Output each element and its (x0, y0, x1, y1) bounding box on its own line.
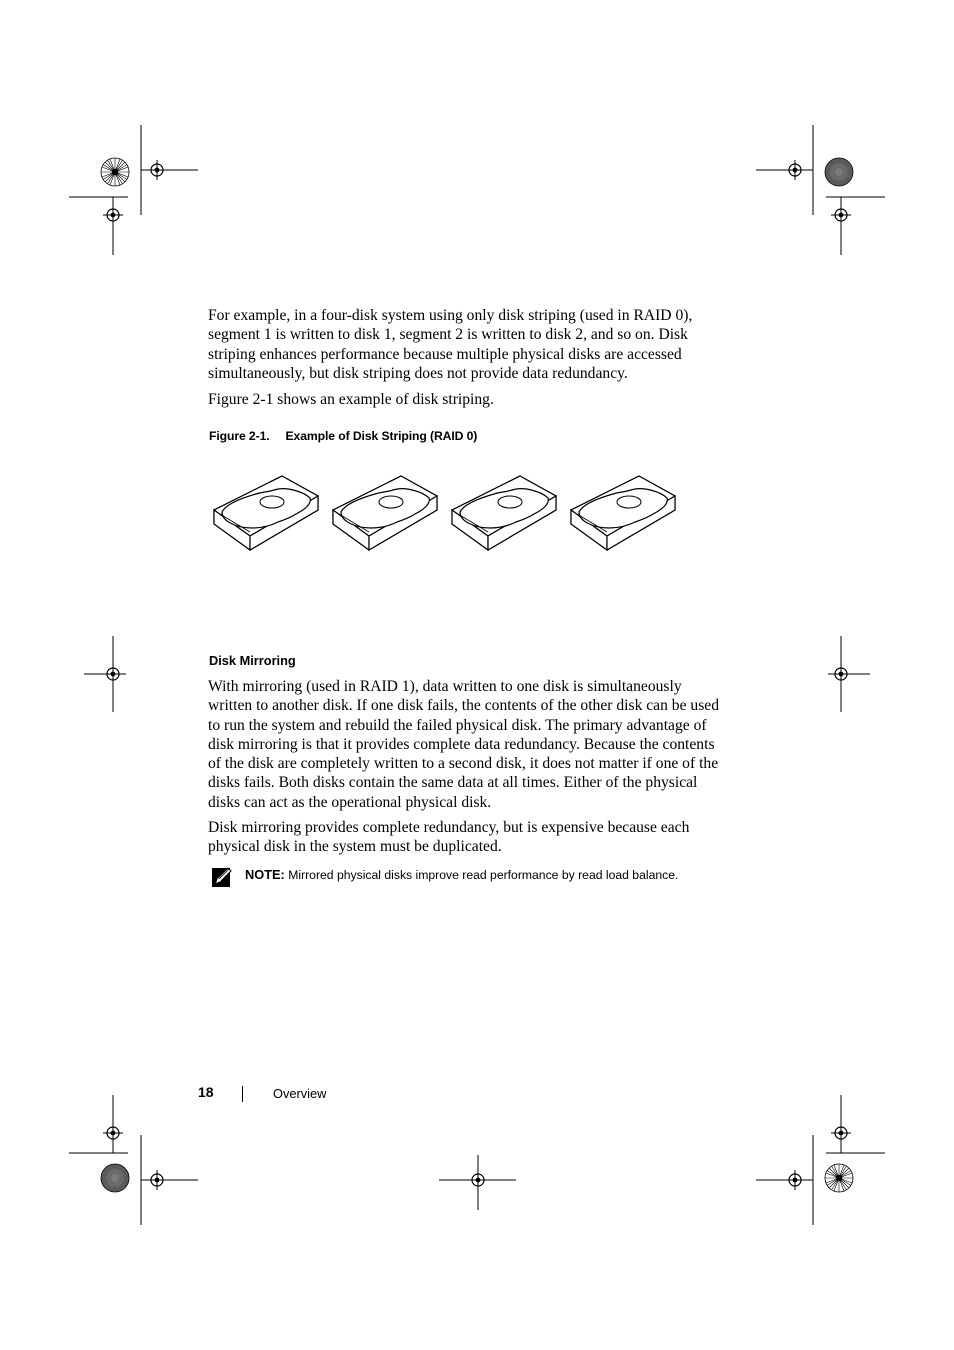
footer-section-name: Overview (273, 1086, 327, 1101)
figure-caption (209, 429, 477, 443)
disk-drive-2 (331, 474, 439, 554)
disk-drive-3 (450, 474, 558, 554)
disk-drive-4 (569, 474, 677, 554)
page-number: 18 (198, 1084, 214, 1100)
figure-number: Figure 2-1. (209, 429, 270, 443)
section-heading: Disk Mirroring (209, 653, 296, 668)
intro-paragraph: For example, in a four-disk system using only disk striping (used in RAID 0), segment 1 is written to disk 1, segment 2 is written to disk 2, and so on. Disk striping enhances performance because multiple physical disks are accessed simultaneously, but disk striping does not provide data redundancy. (208, 307, 693, 382)
figure-reference-paragraph: Figure 2-1 shows an example of disk striping. (208, 391, 494, 408)
mirroring-paragraph-1: With mirroring (used in RAID 1), data written to one disk is simultaneously written to another disk. If one disk fails, the contents of the other disk can be used to run the system and rebuild the failed physical disk. The primary advantage of disk mirroring is that it provides complete data redundancy. Because the contents of the disk are completely written to a second disk, it does not matter if one of the disks fails. Both disks contain the same data at all times. Either of the physical disks can act as the operational physical disk. (208, 678, 719, 811)
disk-drive-1 (212, 474, 320, 554)
mirroring-paragraph-2: Disk mirroring provides complete redundancy, but is expensive because each physical disk in the system must be duplicated. (208, 819, 690, 856)
note-label: NOTE: (245, 867, 285, 882)
figure-title: Example of Disk Striping (RAID 0) (285, 429, 478, 443)
note (245, 866, 678, 884)
note-pencil-icon (211, 866, 233, 888)
note-text: Mirrored physical disks improve read performance by read load balance. (288, 868, 679, 882)
footer-separator (242, 1086, 243, 1102)
